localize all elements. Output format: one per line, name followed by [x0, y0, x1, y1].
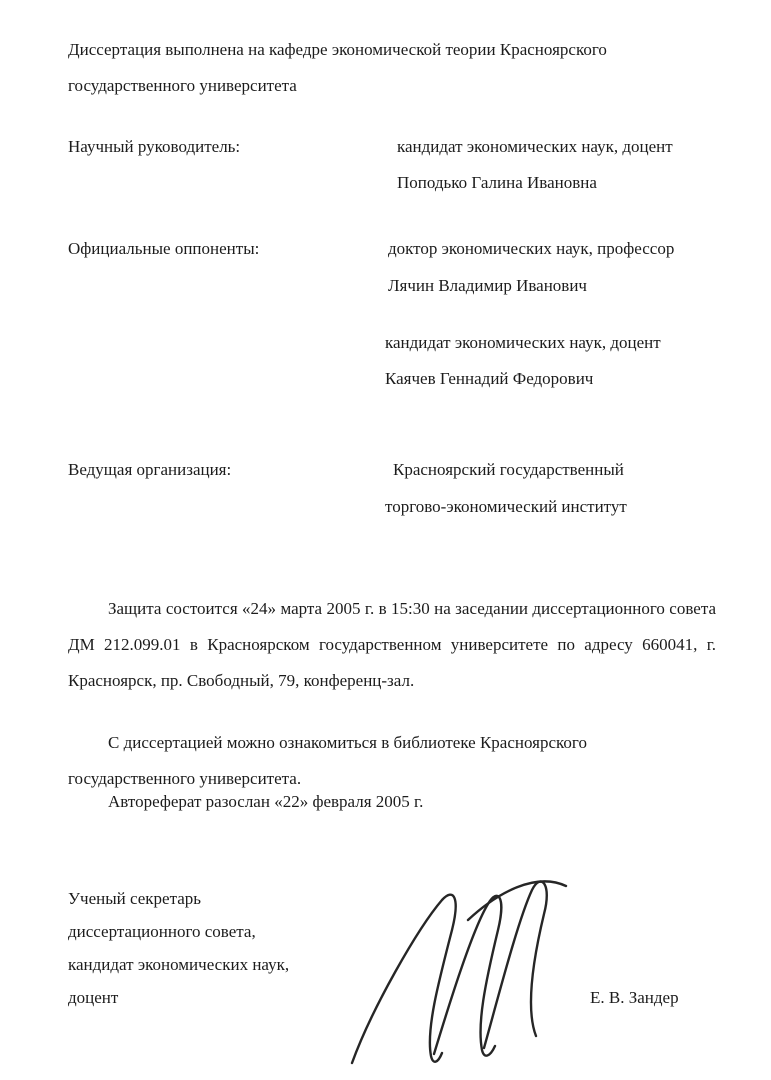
supervisor-label: Научный руководитель: [68, 137, 241, 156]
supervisor-degree: кандидат экономических наук, доцент [397, 137, 673, 156]
secretary-line-1: Ученый секретарь [68, 889, 202, 908]
signature-name: Е. В. Зандер [590, 988, 679, 1007]
secretary-line-4: доцент [68, 988, 119, 1007]
opponent2-name: Каячев Геннадий Федорович [385, 369, 594, 388]
intro-line-1: Диссертация выполнена на кафедре экономической теории Красноярского [68, 40, 607, 59]
intro-line-2: государственного университета [68, 76, 297, 95]
signature-scribble-icon [330, 858, 580, 1073]
signature [330, 858, 580, 1073]
secretary-line-3: кандидат экономических наук, [68, 955, 290, 974]
defense-paragraph: Защита состоится «24» марта 2005 г. в 15:30 на заседании диссертационного совета ДМ 212.099.01 в Красноярском государственном университете по адресу 660041, г. Красноярск, пр. Свободный, 79, конференц-зал. [68, 599, 716, 690]
library-paragraph: С диссертацией можно ознакомиться в библиотеке Красноярского государственного университета. [68, 733, 587, 788]
leading-org-line-1: Красноярский государственный [393, 460, 624, 479]
leading-org-line-2: торгово-экономический институт [385, 497, 627, 516]
supervisor-name: Поподько Галина Ивановна [397, 173, 597, 192]
secretary-line-2: диссертационного совета, [68, 922, 256, 941]
leading-org-label: Ведущая организация: [68, 460, 232, 479]
opponent1-degree: доктор экономических наук, профессор [388, 239, 675, 258]
opponents-label: Официальные оппоненты: [68, 239, 260, 258]
avtoreferat-line: Автореферат разослан «22» февраля 2005 г. [108, 792, 424, 811]
opponent1-name: Лячин Владимир Иванович [388, 276, 587, 295]
opponent2-degree: кандидат экономических наук, доцент [385, 333, 661, 352]
